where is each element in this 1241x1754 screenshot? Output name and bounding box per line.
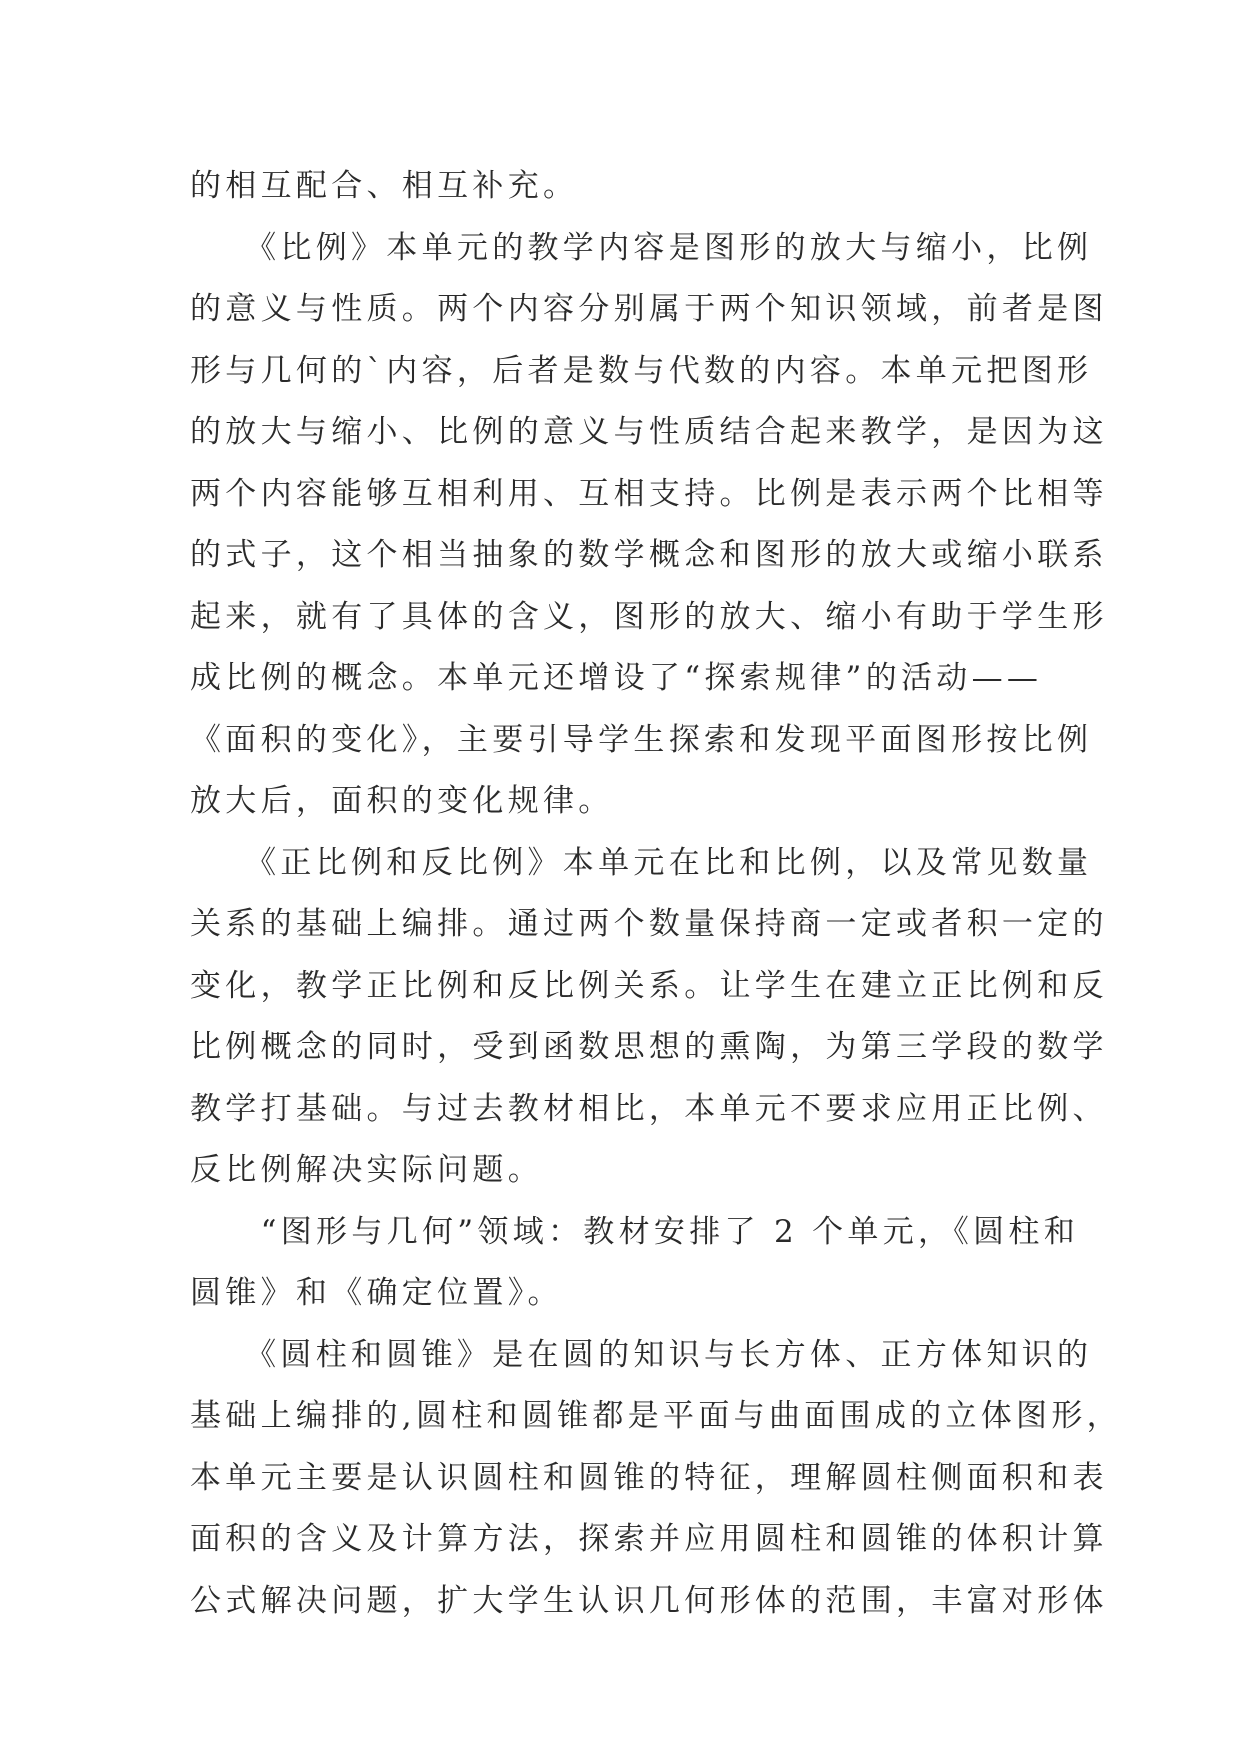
text-line: 《面积的变化》，主要引导学生探索和发现平面图形按比例 <box>190 721 1093 758</box>
body-text <box>190 156 1122 1632</box>
text-line: 起来，就有了具体的含义，图形的放大、缩小有助于学生形 <box>190 598 1108 635</box>
text-line: 的式子，这个相当抽象的数学概念和图形的放大或缩小联系 <box>190 537 1108 573</box>
text-line: 变化，教学正比例和反比例关系。让学生在建立正比例和反 <box>190 967 1108 1004</box>
text-line: 本单元主要是认识圆柱和圆锥的特征，理解圆柱侧面积和表 <box>190 1459 1108 1496</box>
text-line: 《正比例和反比例》本单元在比和比例，以及常见数量 <box>190 844 1093 881</box>
text-line: 教学打基础。与过去教材相比，本单元不要求应用正比例、 <box>190 1090 1108 1127</box>
text-line: 两个内容能够互相利用、互相支持。比例是表示两个比相等 <box>190 475 1108 512</box>
text-line: 公式解决问题，扩大学生认识几何形体的范围，丰富对形体 <box>190 1582 1108 1619</box>
text-line: 的相互配合、相互补充。 <box>190 168 579 204</box>
text-line: 成比例的概念。本单元还增设了“探索规律”的活动—— <box>190 660 1043 696</box>
text-line: 《圆柱和圆锥》是在圆的知识与长方体、正方体知识的 <box>190 1336 1093 1373</box>
text-line: 形与几何的`内容，后者是数与代数的内容。本单元把图形 <box>190 352 1093 389</box>
text-line: 反比例解决实际问题。 <box>190 1152 543 1188</box>
text-line: 基础上编排的,圆柱和圆锥都是平面与曲面围成的立体图形， <box>190 1398 1122 1434</box>
text-line: 的放大与缩小、比例的意义与性质结合起来教学，是因为这 <box>190 414 1108 450</box>
text-line: 面积的含义及计算方法，探索并应用圆柱和圆锥的体积计算 <box>190 1521 1108 1557</box>
text-line: “图形与几何”领域：教材安排了 2 个单元，《圆柱和 <box>190 1213 1080 1250</box>
text-line: 比例概念的同时，受到函数思想的熏陶，为第三学段的数学 <box>190 1029 1108 1065</box>
text-line: 的意义与性质。两个内容分别属于两个知识领域，前者是图 <box>190 291 1108 327</box>
text-line: 关系的基础上编排。通过两个数量保持商一定或者积一定的 <box>190 906 1108 942</box>
text-line: 圆锥》和《确定位置》。 <box>190 1275 563 1311</box>
text-line: 放大后，面积的变化规律。 <box>190 783 614 819</box>
text-line: 《比例》本单元的教学内容是图形的放大与缩小，比例 <box>190 229 1093 266</box>
